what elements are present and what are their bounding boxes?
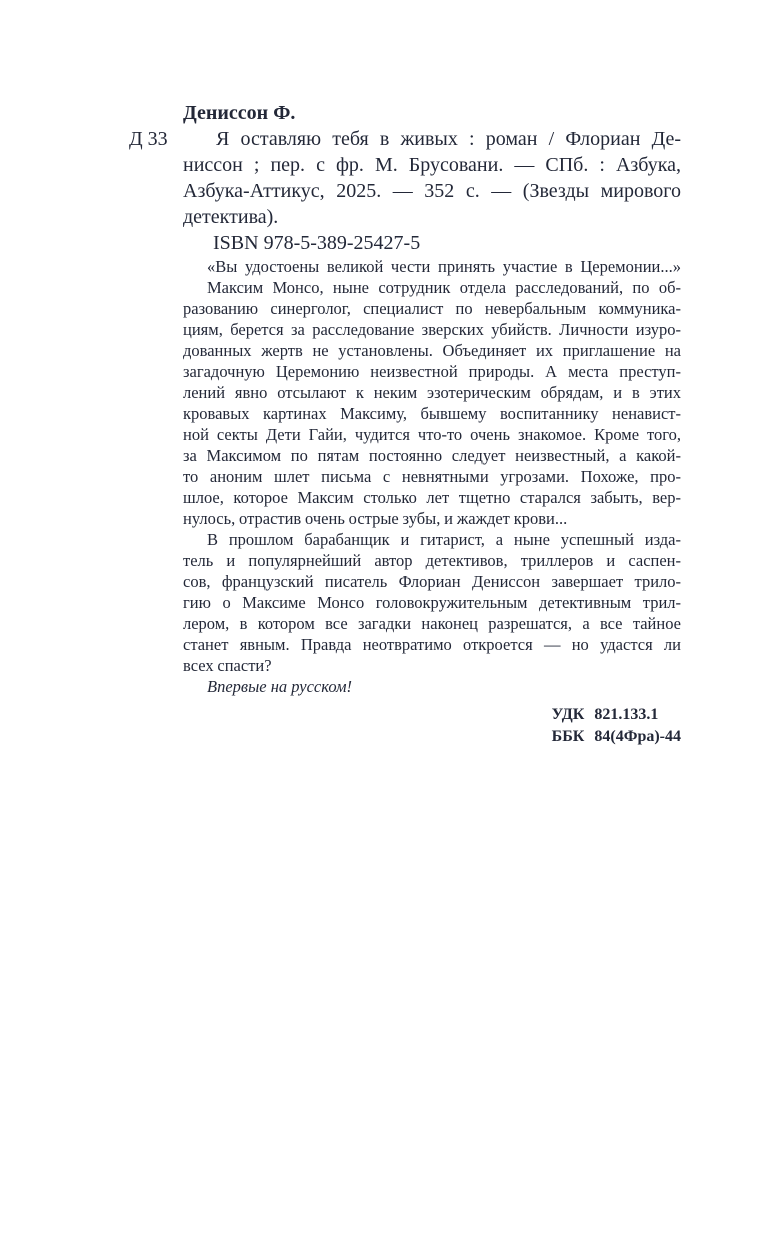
- text-line: «Вы удостоены великой чести принять участие в Церемонии...»: [207, 257, 681, 276]
- first-russian-edition-note: Впервые на русском!: [207, 677, 352, 696]
- annotation-paragraph-plot: [183, 277, 681, 529]
- bbk-row: [552, 726, 681, 748]
- text-line: Азбука-Аттикус, 2025. — 352 с. — (Звезды мирового: [183, 180, 681, 202]
- text-line: детектива).: [183, 206, 279, 228]
- text-line: то аноним шлет письма с невнятными угрозами. Похоже, про-: [183, 467, 681, 486]
- text-line: сов, французский писатель Флориан Дениссон завершает трило-: [183, 572, 681, 591]
- text-line: нулось, отрастив очень острые зубы, и жаждет крови...: [183, 509, 568, 528]
- text-line: шлое, которое Максим столько лет тщетно старался забыть, вер-: [183, 488, 681, 507]
- classification-codes-block: [552, 704, 681, 748]
- bibliographic-record-lines: [183, 126, 681, 230]
- library-index-code: Д 33: [129, 128, 168, 150]
- text-line: кровавых картинах Максиму, бывшему воспитаннику ненавист-: [183, 404, 681, 423]
- annotation-epigraph: [183, 256, 681, 277]
- text-line: ной секты Дети Гайи, чудится что-то очень знакомое. Кроме того,: [183, 425, 681, 444]
- udk-value: 821.133.1: [594, 706, 659, 723]
- imprint-textblock: [129, 100, 681, 748]
- annotation-paragraph-author: [183, 529, 681, 676]
- text-line: Я оставляю тебя в живых : роман / Флориан Де-: [216, 128, 681, 150]
- bibliographic-record: [129, 126, 681, 230]
- text-line: гию о Максиме Монсо головокружительным детективным трил-: [183, 593, 681, 612]
- isbn-line: ISBN 978-5-389-25427-5: [213, 232, 421, 254]
- text-line: всех спасти?: [183, 656, 272, 675]
- author-heading: Дениссон Ф.: [183, 102, 296, 124]
- text-line: за Максимом по пятам постоянно следует неизвестный, а какой-: [183, 446, 681, 465]
- text-line: В прошлом барабанщик и гитарист, а ныне успешный изда-: [207, 530, 681, 549]
- bbk-label: ББК: [551, 728, 585, 745]
- text-line: станет явным. Правда неотвратимо откроется — но удастся ли: [183, 635, 681, 654]
- text-line: Максим Монсо, ныне сотрудник отдела расследований, по об-: [207, 278, 681, 297]
- text-line: тель и популярнейший автор детективов, триллеров и саспен-: [183, 551, 681, 570]
- udk-label: УДК: [551, 706, 585, 723]
- text-line: лений явно отсылают к неким эзотерическим обрядам, и в этих: [183, 383, 681, 402]
- bbk-value: 84(4Фра)-44: [594, 728, 681, 745]
- text-line: циям, берется за расследование зверских убийств. Личности изуро-: [183, 320, 681, 339]
- udk-row: [552, 704, 681, 726]
- text-line: разованию синерголог, специалист по невербальным коммуника-: [183, 299, 681, 318]
- text-line: дованных жертв не установлены. Объединяет их приглашение на: [183, 341, 681, 360]
- text-line: загадочную Церемонию неизвестной природы. А места преступ-: [183, 362, 681, 381]
- text-line: ниссон ; пер. с фр. М. Брусовани. — СПб. : Азбука,: [183, 154, 681, 176]
- annotation-block: [183, 256, 681, 697]
- classification-codes: [183, 704, 681, 748]
- text-line: лером, в котором все загадки наконец разрешатся, а все тайное: [183, 614, 681, 633]
